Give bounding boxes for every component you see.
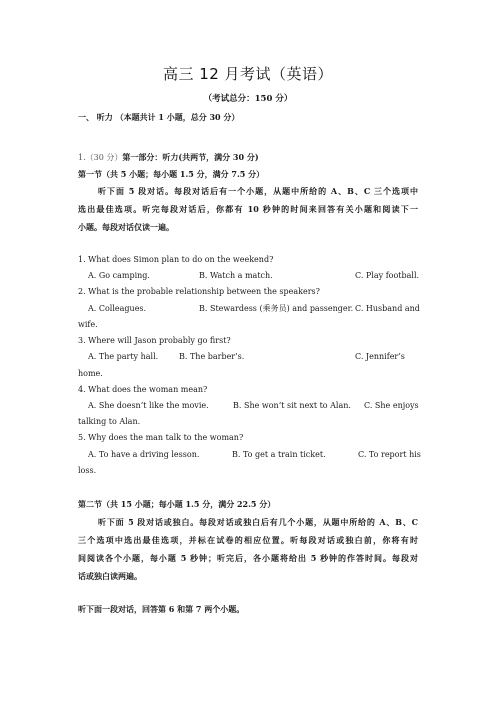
section1-heading: 第一节（共 5 小题；每小题 1.5 分，满分 7.5 分） bbox=[78, 169, 265, 179]
section2-instruction-line-2: 三个选项中选出最佳选项，并标在试卷的相应位置。听每段对话或独白前，你将有时 bbox=[78, 535, 418, 545]
question-5-stem: 5. Why does the man talk to the woman? bbox=[78, 433, 244, 442]
question-2-option-c: C. Husband and bbox=[355, 304, 420, 313]
question-3-option-c: C. Jennifer’s bbox=[355, 352, 405, 361]
question-4-option-b: B. She won’t sit next to Alan. bbox=[233, 401, 351, 410]
section1-instruction-line-1: 听下面 5 段对话。每段对话后有一个小题，从题中所给的 A、B、C 三个选项中 bbox=[98, 186, 418, 196]
question-5-option-a: A. To have a driving lesson. bbox=[88, 450, 200, 459]
question-4-option-c: C. She enjoys bbox=[364, 401, 419, 410]
q1-score: 1.（30 分） bbox=[78, 153, 123, 162]
question-2-option-a: A. Colleagues. bbox=[88, 304, 147, 313]
section2-instruction-line-3: 间阅读各个小题，每小题 5 秒钟；听完后，各小题将给出 5 秒钟的作答时间。每段对 bbox=[78, 553, 418, 563]
question-4-option-a: A. She doesn’t like the movie. bbox=[88, 401, 209, 410]
page-title: 高三 12 月考试（英语） bbox=[162, 65, 334, 83]
question-1-option-a: A. Go camping. bbox=[88, 271, 150, 280]
total-score: （考试总分：150 分） bbox=[203, 94, 293, 104]
section1-instruction-line-2: 选出最佳选项。听完每段对话后，你都有 10 秒钟的时间来回答有关小题和阅读下一 bbox=[78, 204, 418, 214]
question-2-stem: 2. What is the probable relationship between the speakers? bbox=[78, 287, 320, 296]
question-5-option-c-cont: loss. bbox=[78, 466, 97, 475]
question-3-option-a: A. The party hall. bbox=[88, 352, 159, 361]
question-4-option-c-cont: talking to Alan. bbox=[78, 417, 141, 426]
question-2-option-b: B. Stewardess (乘务员) and passenger. bbox=[199, 304, 354, 313]
question-3-stem: 3. Where will Jason probably go first? bbox=[78, 336, 231, 345]
question-1-option-c: C. Play football. bbox=[355, 271, 420, 280]
section2-instruction-line-4: 话或独白读两遍。 bbox=[78, 571, 142, 581]
question-4-stem: 4. What does the woman mean? bbox=[78, 385, 208, 394]
section1-instruction-line-3: 小题。每段对话仅读一遍。 bbox=[78, 222, 174, 232]
question-2-option-c-cont: wife. bbox=[78, 320, 98, 329]
section2-instruction-line-1: 听下面 5 段对话或独白。每段对话或独白后有几个小题，从题中所给的 A、B、C bbox=[98, 517, 418, 527]
part1-heading: 一、 听力 （本题共计 1 小题，总分 30 分） bbox=[78, 112, 240, 122]
question-3-option-b: B. The barber’s. bbox=[179, 352, 245, 361]
question-5-option-c: C. To report his bbox=[358, 450, 421, 459]
question-1-stem: 1. What does Simon plan to do on the weekend? bbox=[78, 255, 274, 264]
question-1-option-b: B. Watch a match. bbox=[199, 271, 273, 280]
question-5-option-b: B. To get a train ticket. bbox=[232, 450, 326, 459]
q1-heading-text: 第一部分：听力(共两节，满分 30 分) bbox=[122, 152, 259, 162]
next-dialogue-instruction: 听下面一段对话，回答第 6 和第 7 两个小题。 bbox=[78, 604, 245, 614]
q1-heading bbox=[78, 152, 259, 163]
question-3-option-c-cont: home. bbox=[78, 369, 103, 378]
section2-heading: 第二节（共 15 小题；每小题 1.5 分，满分 22.5 分） bbox=[78, 499, 276, 509]
